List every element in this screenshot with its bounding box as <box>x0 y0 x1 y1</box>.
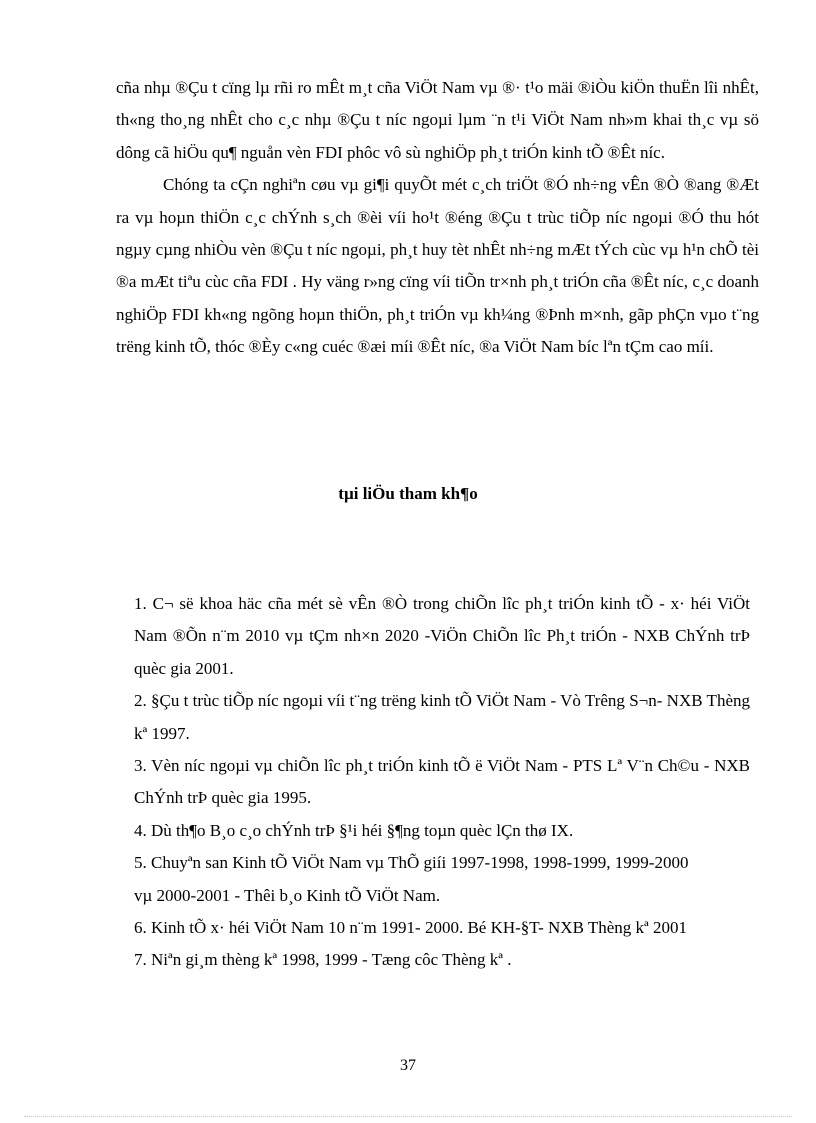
references-heading: tµi liÖu tham kh¶o <box>338 484 478 503</box>
page-number: 37 <box>400 1057 416 1074</box>
reference-item: 6. Kinh tÕ x· héi ViÖt Nam 10 n¨m 1991- 2000. Bé KH-§T- NXB Thèng kª 2001 <box>134 918 687 938</box>
reference-item: 4. Dù th¶o B¸o c¸o chÝnh trÞ §¹i héi §¶ng toµn quèc lÇn thø IX. <box>134 820 574 840</box>
paragraph-conclusion: Chóng ta cÇn nghiªn cøu vµ gi¶i quyÕt mét c¸ch triÖt ®Ó nh÷ng vÊn ®Ò ®ang ®Æt ra vµ hoµn thiÖn c¸c chÝnh s¸ch ®èi víi ho¹t ®éng ®Çu t trùc tiÕp níc ngoµi ®Ó thu hót ngµy cµng nhiÒu vèn ®Çu t níc ngoµi, ph¸t huy tèt nhÊt nh÷ng mÆt tÝch cùc vµ h¹n chÕ tèi ®a mÆt tiªu cùc cña FDI . Hy väng r»ng cïng víi tiÕn tr×nh ph¸t triÓn cña ®Êt níc, c¸c doanh nghiÖp FDI kh«ng ngõng hoµn thiÖn, ph¸t triÓn vµ kh¼ng ®Þnh m×nh, gãp phÇn vµo t¨ng trëng kinh tÕ, thóc ®Èy c«ng cuéc ®æi míi ®Êt níc, ®a ViÖt Nam bíc lªn tÇm cao míi. <box>116 175 759 357</box>
reference-item: 2. §Çu t trùc tiÕp níc ngoµi víi t¨ng trëng kinh tÕ ViÖt Nam - Vò Trêng S¬n- NXB Thèng kª 1997. <box>134 691 750 743</box>
page-bottom-divider <box>24 1116 792 1117</box>
body-text <box>116 72 759 364</box>
reference-item: 3. Vèn níc ngoµi vµ chiÕn lîc ph¸t triÓn kinh tÕ ë ViÖt Nam - PTS Lª V¨n Ch©u - NXB ChÝnh trÞ quèc gia 1995. <box>134 756 750 808</box>
reference-item-continuation: vµ 2000-2001 - Thêi b¸o Kinh tÕ ViÖt Nam. <box>134 885 441 905</box>
paragraph-continuation: cña nhµ ®Çu t cïng lµ rñi ro mÊt m¸t cña ViÖt Nam vµ ®· t¹o mäi ®iÒu kiÖn thuËn lîi nhÊt, th«ng tho¸ng nhÊt cho c¸c nhµ ®Çu t níc ngoµi lµm ¨n t¹i ViÖt Nam nh»m khai th¸c vµ sö dông cã hiÖu qu¶ nguån vèn FDI phôc vô sù nghiÖp ph¸t triÓn kinh tÕ ®Êt níc. <box>116 78 759 162</box>
reference-item: 1. C¬ së khoa häc cña mét sè vÊn ®Ò trong chiÕn lîc ph¸t triÓn kinh tÕ - x· héi ViÖt Nam ®Õn n¨m 2010 vµ tÇm nh×n 2020 -ViÖn ChiÕn lîc Ph¸t triÓn - NXB ChÝnh trÞ quèc gia 2001. <box>134 594 750 678</box>
reference-item: 7. Niªn gi¸m thèng kª 1998, 1999 - Tæng côc Thèng kª . <box>134 950 512 970</box>
reference-item: 5. Chuyªn san Kinh tÕ ViÖt Nam vµ ThÕ giíi 1997-1998, 1998-1999, 1999-2000 <box>134 853 689 873</box>
reference-list <box>134 588 750 977</box>
